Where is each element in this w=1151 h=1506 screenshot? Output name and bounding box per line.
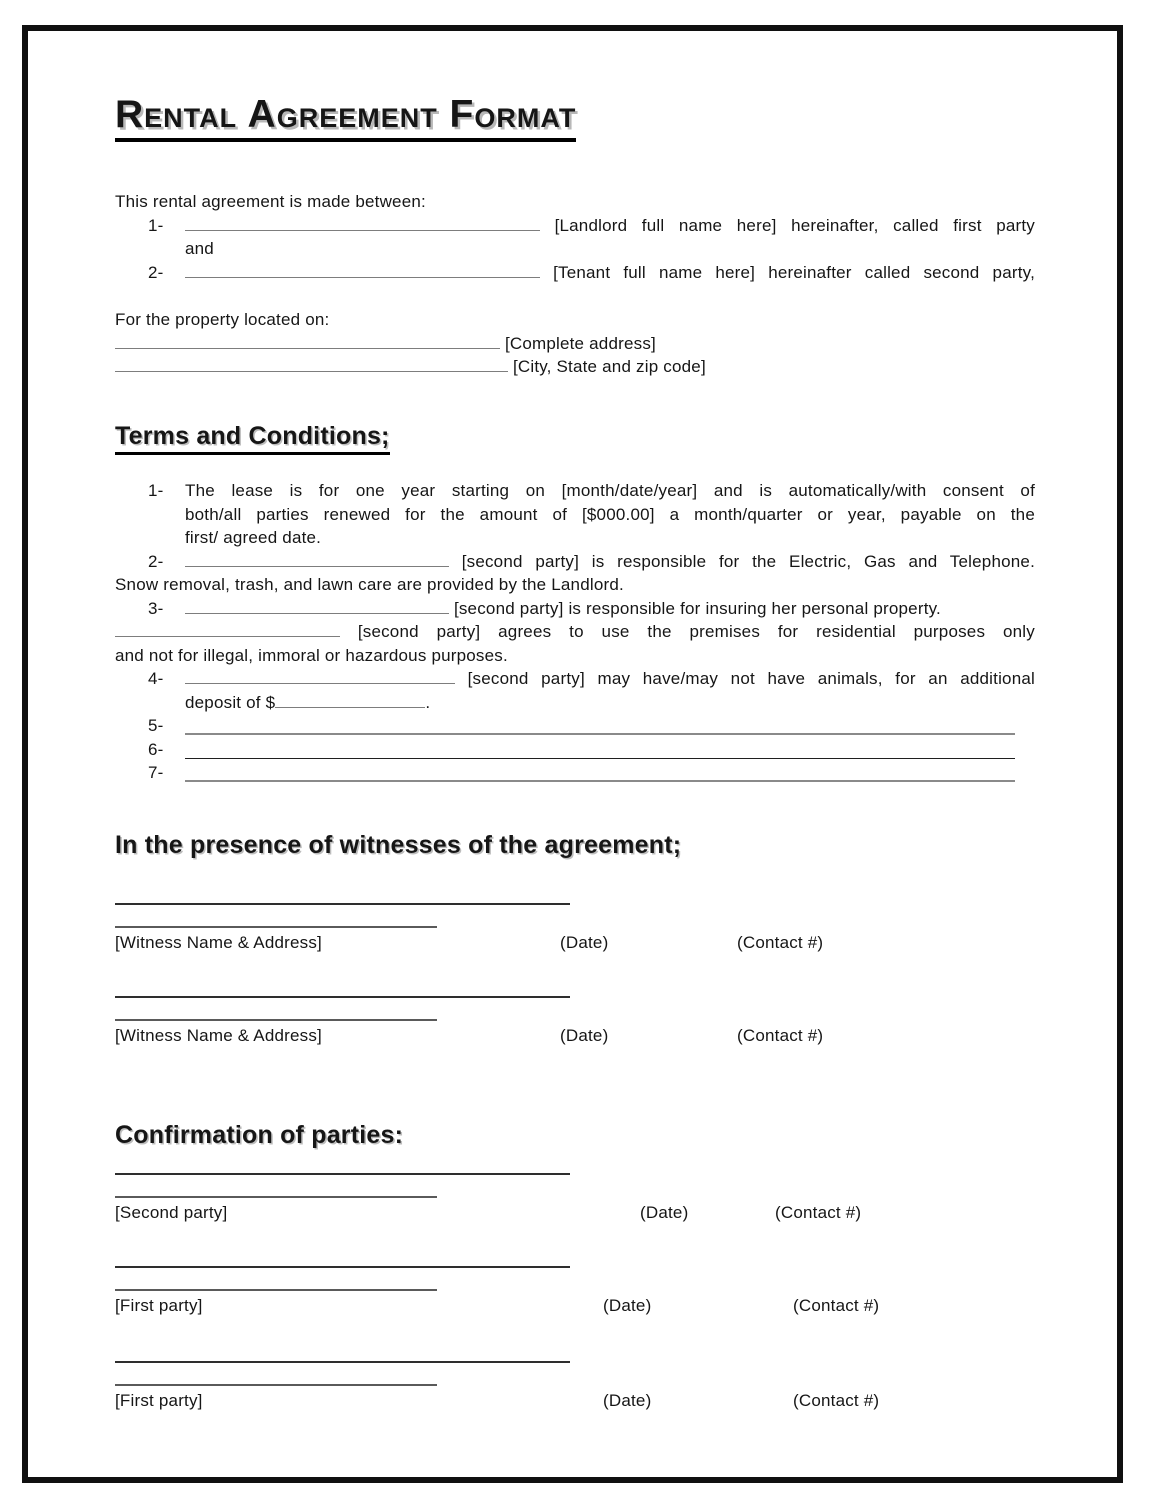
term-2-blank	[185, 550, 449, 567]
witness-2-signature-line	[115, 975, 570, 998]
terms-list	[115, 479, 1035, 785]
first-party-label: [First party]	[115, 1296, 203, 1315]
term-4-blank	[185, 667, 455, 684]
first-party-signature-line	[115, 1245, 570, 1268]
contact-label: (Contact #)	[775, 1203, 862, 1222]
confirmation-heading: Confirmation of parties:	[115, 1121, 404, 1149]
confirmation-block-second-party	[115, 1152, 1035, 1225]
witnesses-heading: In the presence of witnesses of the agreement;	[115, 831, 682, 859]
term-3-line-3: and not for illegal, immoral or hazardous purposes.	[115, 645, 508, 665]
address-line	[115, 332, 1035, 356]
term-2-number: 2-	[148, 551, 164, 571]
term-3-blank-1	[185, 597, 449, 614]
deposit-blank	[275, 691, 425, 708]
term-3-line-2-row	[115, 620, 1035, 644]
address-label: [Complete address]	[504, 333, 656, 353]
witness-1-labels	[115, 931, 1035, 955]
contact-label: (Contact #)	[793, 1391, 880, 1410]
term-7-blank-line	[185, 761, 1015, 782]
term-3-blank-2	[115, 620, 340, 637]
term-1-number: 1-	[148, 481, 164, 500]
intro-section	[115, 190, 1035, 284]
tenant-label: [Tenant full name here] hereinafter called second party,	[553, 262, 1035, 282]
intro-joiner: and	[185, 239, 214, 258]
term-7-number: 7-	[148, 763, 164, 782]
term-4-line-2	[185, 691, 1035, 715]
deposit-suffix: .	[425, 692, 431, 712]
date-label: (Date)	[560, 933, 609, 952]
title-section	[115, 92, 1035, 142]
term-4-number: 4-	[148, 669, 164, 688]
term-item-4	[115, 667, 1035, 691]
term-4-line-1: [second party] may have/may not have animals, for an additional	[467, 669, 1035, 688]
intro-lead: This rental agreement is made between:	[115, 192, 426, 211]
terms-heading-section	[115, 421, 1035, 455]
address-blank	[115, 332, 500, 349]
property-section	[115, 308, 1035, 379]
confirmation-heading-section	[115, 1120, 1035, 1150]
second-party-name-line	[115, 1175, 437, 1198]
second-party-label: [Second party]	[115, 1203, 228, 1222]
witness-block-2	[115, 975, 1035, 1048]
term-3-number: 3-	[148, 598, 164, 618]
city-blank	[115, 355, 508, 372]
term-item-1	[115, 479, 1035, 503]
date-label: (Date)	[603, 1391, 652, 1410]
first-party-label: [First party]	[115, 1391, 203, 1410]
landlord-name-blank	[185, 214, 540, 231]
witness-1-signature-line	[115, 882, 570, 905]
witness-2-name-line	[115, 998, 437, 1021]
term-item-6	[115, 738, 1035, 762]
term-5-number: 5-	[148, 716, 164, 735]
property-lead: For the property located on:	[115, 310, 330, 329]
term-2-line-1: [second party] is responsible for the Electric, Gas and Telephone.	[461, 551, 1035, 571]
term-3-line-2: [second party] agrees to use the premises for residential purposes only	[357, 622, 1035, 641]
tenant-line-number: 2-	[148, 262, 164, 282]
term-1-line-2: both/all parties renewed for the amount of [$000.00] a month/quarter or year, payable on the	[185, 504, 1035, 524]
first-party-name-line	[115, 1268, 437, 1291]
first-party-labels	[115, 1294, 1035, 1318]
city-label: [City, State and zip code]	[512, 357, 706, 376]
witness-name-label: [Witness Name & Address]	[115, 1026, 322, 1045]
landlord-line	[115, 214, 1035, 238]
witness-block-1	[115, 882, 1035, 955]
confirmation-block-first-party-1	[115, 1245, 1035, 1318]
first-party-labels	[115, 1389, 1035, 1413]
date-label: (Date)	[560, 1026, 609, 1045]
witnesses-heading-section	[115, 830, 1035, 860]
page-title: Rental Agreement Format	[115, 92, 576, 142]
first-party-signature-line	[115, 1340, 570, 1363]
term-item-3	[115, 597, 1035, 621]
term-item-5	[115, 714, 1035, 738]
contact-label: (Contact #)	[737, 933, 824, 952]
confirmation-block-first-party-2	[115, 1340, 1035, 1413]
deposit-prefix: deposit of $	[185, 692, 276, 712]
term-3-line-1: [second party] is responsible for insuring her personal property.	[453, 598, 941, 618]
witness-name-label: [Witness Name & Address]	[115, 933, 322, 952]
second-party-signature-line	[115, 1152, 570, 1175]
witness-2-labels	[115, 1024, 1035, 1048]
term-1-line-3: first/ agreed date.	[185, 528, 322, 547]
tenant-name-blank	[185, 261, 540, 278]
first-party-name-line	[115, 1363, 437, 1386]
terms-heading: Terms and Conditions;	[115, 421, 390, 455]
term-6-blank-line	[185, 738, 1015, 759]
term-5-blank-line	[185, 714, 1015, 735]
term-2-line-2: Snow removal, trash, and lawn care are provided by the Landlord.	[115, 575, 624, 594]
date-label: (Date)	[603, 1296, 652, 1315]
term-1-line-1: The lease is for one year starting on [month/date/year] and is automatically/with consent of	[185, 481, 1035, 500]
term-item-2	[115, 550, 1035, 574]
term-6-number: 6-	[148, 739, 164, 759]
witness-1-name-line	[115, 905, 437, 928]
second-party-labels	[115, 1201, 1035, 1225]
contact-label: (Contact #)	[737, 1026, 824, 1045]
city-line	[115, 355, 1035, 379]
term-item-7	[115, 761, 1035, 785]
landlord-label: [Landlord full name here] hereinafter, called first party	[554, 215, 1035, 235]
date-label: (Date)	[640, 1203, 689, 1222]
tenant-line	[115, 261, 1035, 285]
contact-label: (Contact #)	[793, 1296, 880, 1315]
landlord-line-number: 1-	[148, 215, 164, 235]
